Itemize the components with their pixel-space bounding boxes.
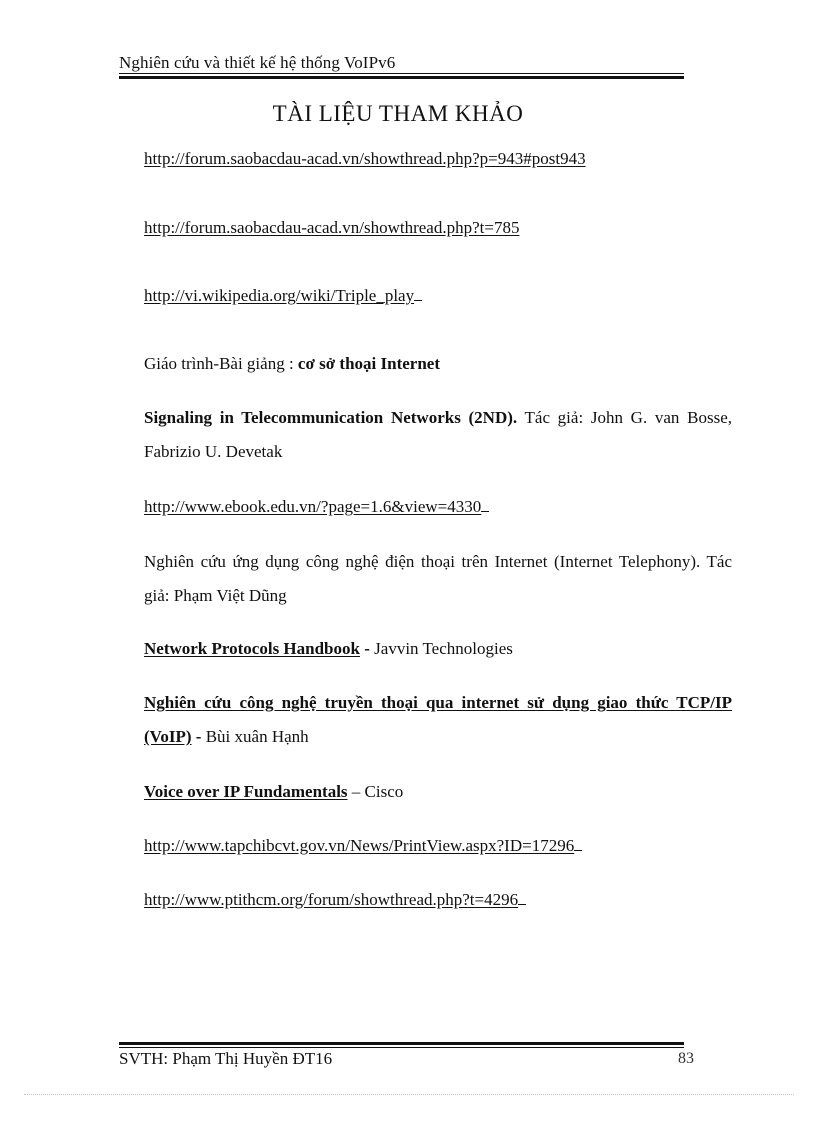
reference-2[interactable] [144, 211, 732, 245]
footer-rule-thick [119, 1042, 684, 1045]
reference-12-link[interactable]: http://www.ptithcm.org/forum/showthread.php?t=4296 [144, 890, 519, 909]
reference-3-link[interactable]: http://vi.wikipedia.org/wiki/Triple_play [144, 286, 415, 305]
reference-8-title: Network Protocols Handbook [144, 639, 360, 658]
reference-10 [144, 775, 732, 809]
footer-author: SVTH: Phạm Thị Huyền ĐT16 [119, 1049, 333, 1068]
reference-9-author: Bùi xuân Hạnh [205, 727, 309, 746]
reference-12[interactable] [144, 883, 732, 917]
reference-11[interactable] [144, 829, 732, 863]
running-header: Nghiên cứu và thiết kế hệ thống VoIPv6 [119, 53, 396, 72]
reference-6-link[interactable]: http://www.ebook.edu.vn/?page=1.6&view=4330 [144, 497, 482, 516]
link-underline-tail [518, 903, 526, 905]
reference-4-prefix: Giáo trình-Bài giảng : [144, 354, 298, 373]
reference-8-separator: - [359, 639, 375, 658]
reference-11-link[interactable]: http://www.tapchibcvt.gov.vn/News/PrintView.aspx?ID=17296 [144, 836, 575, 855]
reference-8-publisher: Javvin Technologies [374, 639, 513, 658]
link-underline-tail [414, 299, 422, 301]
link-underline-tail [481, 510, 489, 512]
reference-7 [144, 545, 732, 613]
reference-9-title: Nghiên cứu công nghệ truyền thoại qua internet sử dụng giao thức TCP/IP (VoIP) [144, 693, 732, 746]
reference-5 [144, 401, 732, 469]
reference-9 [144, 686, 732, 754]
reference-8 [144, 632, 732, 666]
reference-10-separator: – [347, 782, 365, 801]
reference-1-link[interactable]: http://forum.saobacdau-acad.vn/showthread.php?p=943#post943 [144, 149, 586, 168]
reference-9-separator: - [191, 727, 206, 746]
footer-rule-thin [119, 1047, 684, 1048]
reference-7-text: Nghiên cứu ứng dụng công nghệ điện thoại trên Internet (Internet Telephony). Tác giả: Phạm Việt Dũng [144, 552, 732, 605]
header-rule-thin [119, 73, 684, 74]
header-rule-thick [119, 76, 684, 79]
reference-5-title: Signaling in Telecommunication Networks (2ND). [144, 408, 518, 427]
reference-2-link[interactable]: http://forum.saobacdau-acad.vn/showthread.php?t=785 [144, 218, 520, 237]
page-number: 83 [678, 1050, 694, 1067]
reference-4 [144, 347, 732, 381]
reference-10-title: Voice over IP Fundamentals [144, 782, 348, 801]
page-edge-divider [24, 1094, 794, 1095]
reference-3[interactable] [144, 279, 732, 313]
reference-4-title: cơ sở thoại Internet [297, 354, 440, 373]
link-underline-tail [574, 849, 582, 851]
reference-5-authors: Tác giả: John G. van Bosse, Fabrizio U. Devetak [144, 408, 732, 461]
reference-10-publisher: Cisco [364, 782, 404, 801]
page-title: TÀI LIỆU THAM KHẢO [272, 101, 524, 126]
reference-1[interactable] [144, 142, 732, 176]
reference-6[interactable] [144, 490, 732, 524]
